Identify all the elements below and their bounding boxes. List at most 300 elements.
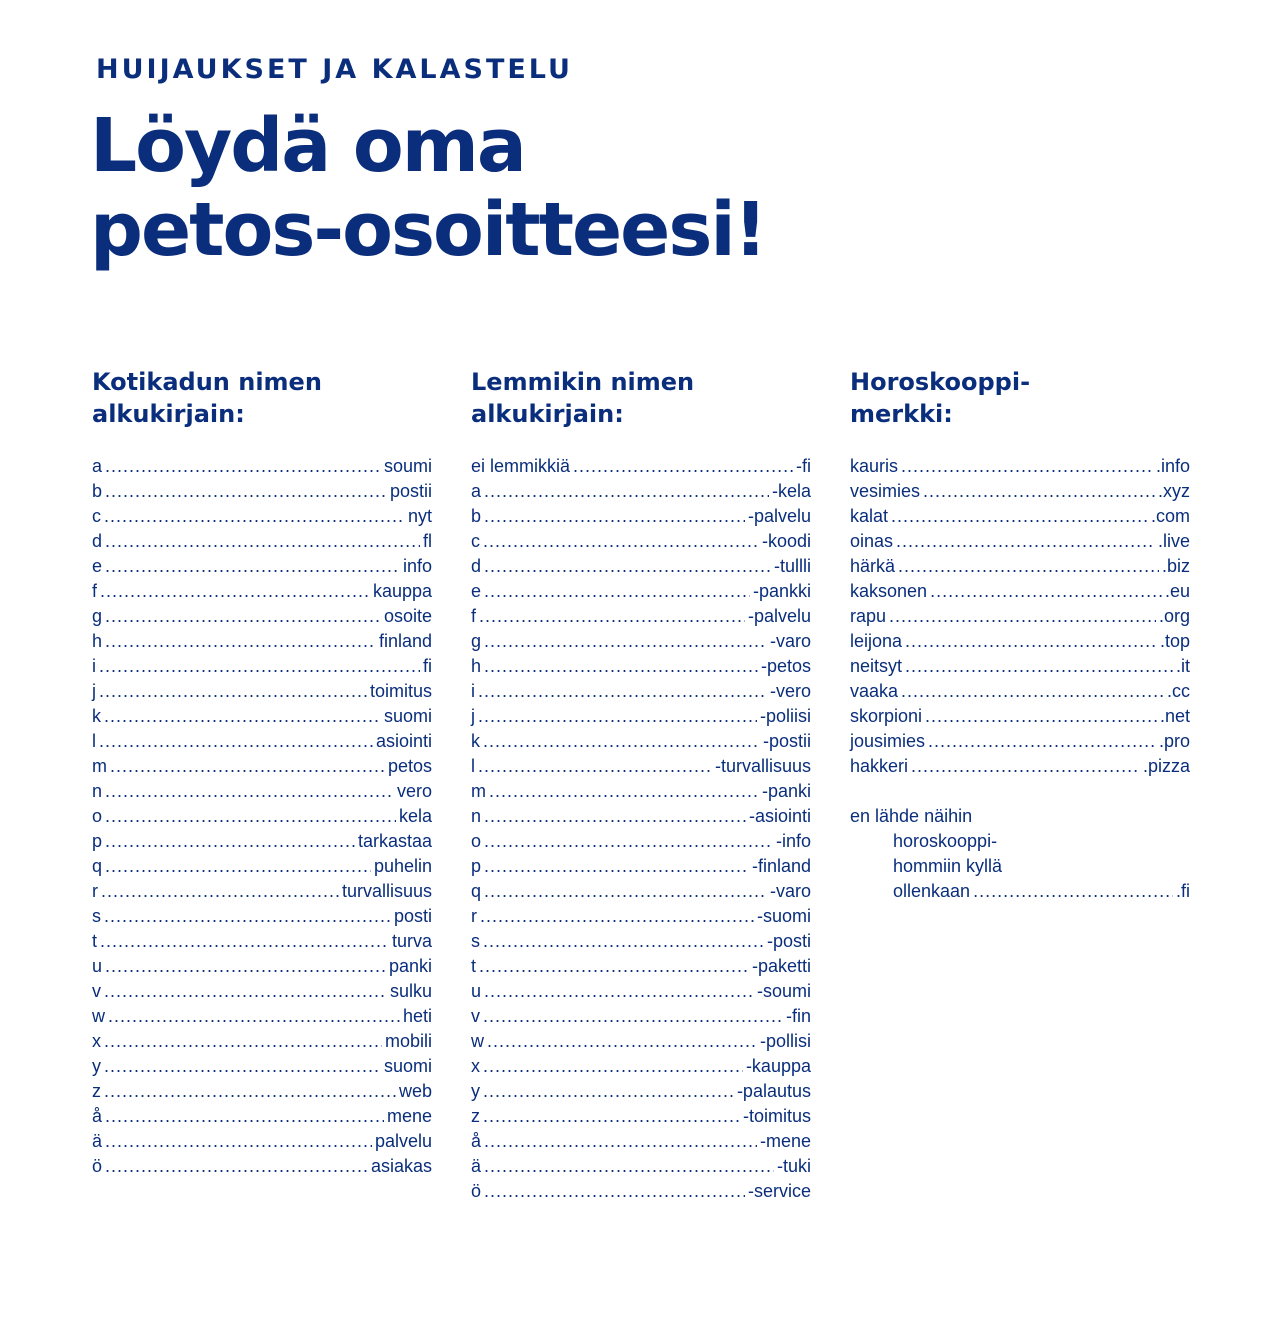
entry-key: g	[471, 631, 482, 651]
dot-leader	[104, 1079, 396, 1104]
entry-value: -turvallisuus	[714, 756, 811, 776]
entry-value: -pankki	[752, 581, 811, 601]
entry-key: j	[92, 681, 96, 701]
list-item	[92, 929, 432, 954]
entry-value: -koodi	[761, 531, 811, 551]
zodiac-column	[850, 366, 1190, 904]
entry-value: .eu	[1164, 581, 1190, 601]
entry-key: oinas	[850, 531, 894, 551]
entry-key: p	[92, 831, 103, 851]
dot-leader	[99, 729, 373, 754]
dot-leader	[478, 704, 757, 729]
list-item	[92, 904, 432, 929]
dot-leader	[484, 554, 771, 579]
page-title-line-2: petos-osoitteesi!	[90, 187, 766, 273]
dot-leader	[100, 579, 370, 604]
dot-leader	[105, 1129, 372, 1154]
list-item	[471, 654, 811, 679]
dot-leader	[489, 779, 759, 804]
dot-leader	[105, 529, 420, 554]
entry-key: j	[471, 706, 475, 726]
entry-value: posti	[393, 906, 432, 926]
dot-leader	[483, 1079, 734, 1104]
entry-value: -vero	[769, 681, 811, 701]
entry-key: y	[92, 1056, 101, 1076]
list-item	[471, 1129, 811, 1154]
entry-value: .net	[1159, 706, 1190, 726]
dot-leader	[105, 629, 376, 654]
dot-leader	[100, 929, 389, 954]
entry-value: .com	[1150, 506, 1190, 526]
entry-key: h	[92, 631, 103, 651]
list-item	[92, 554, 432, 579]
dot-leader	[105, 604, 381, 629]
entry-key: ei lemmikkiä	[471, 456, 571, 476]
dot-leader	[891, 504, 1148, 529]
entry-key: b	[471, 506, 482, 526]
entry-value: -tuki	[776, 1156, 811, 1176]
entry-value: fi	[423, 656, 432, 676]
entry-key: k	[471, 731, 480, 751]
entry-key: vesimies	[850, 481, 921, 501]
entry-key: i	[471, 681, 475, 701]
dot-leader	[483, 929, 764, 954]
dot-leader	[478, 754, 712, 779]
list-item	[92, 1029, 432, 1054]
entry-value: -petos	[760, 656, 811, 676]
list-item	[92, 504, 432, 529]
list-item	[92, 704, 432, 729]
entry-key: skorpioni	[850, 706, 923, 726]
entry-value: osoite	[383, 606, 432, 626]
entry-key: e	[92, 556, 103, 576]
entry-value: .pro	[1158, 731, 1190, 751]
list-item	[92, 454, 432, 479]
dot-leader	[104, 704, 381, 729]
entry-key: å	[92, 1106, 103, 1126]
entry-value: -varo	[769, 631, 811, 651]
entry-key: ä	[471, 1156, 482, 1176]
entry-key: m	[92, 756, 107, 776]
entry-value: -kauppa	[745, 1056, 811, 1076]
dot-leader	[905, 629, 1157, 654]
entry-value: turvallisuus	[341, 881, 432, 901]
entry-value: .info	[1155, 456, 1190, 476]
entry-value: -toimitus	[742, 1106, 811, 1126]
entry-value: -service	[747, 1181, 811, 1201]
dot-leader	[99, 679, 367, 704]
note-line-3: hommiin kyllä	[893, 856, 1003, 876]
entry-key: d	[92, 531, 103, 551]
dot-leader	[930, 579, 1162, 604]
dot-leader	[928, 729, 1156, 754]
list-item	[471, 929, 811, 954]
list-item	[92, 1054, 432, 1079]
entry-key: r	[471, 906, 477, 926]
entry-key: g	[92, 606, 103, 626]
dot-leader	[99, 654, 420, 679]
list-item	[850, 704, 1190, 729]
entry-value: mene	[386, 1106, 432, 1126]
entry-key: s	[471, 931, 480, 951]
entry-value: -posti	[766, 931, 811, 951]
list-item	[92, 629, 432, 654]
list-item	[92, 1154, 432, 1179]
entry-value: -poliisi	[759, 706, 811, 726]
list-item	[92, 879, 432, 904]
list-item	[92, 1104, 432, 1129]
entry-value: turva	[391, 931, 432, 951]
list-item	[92, 679, 432, 704]
dot-leader	[896, 529, 1155, 554]
entry-key: i	[92, 656, 96, 676]
pet-initial-heading-line-1: Lemmikin nimen	[471, 368, 695, 396]
list-item	[471, 904, 811, 929]
list-item	[471, 629, 811, 654]
entry-key: l	[92, 731, 96, 751]
dot-leader	[105, 829, 355, 854]
entry-key: ö	[471, 1181, 482, 1201]
list-item	[850, 679, 1190, 704]
entry-key: z	[92, 1081, 101, 1101]
list-item	[92, 654, 432, 679]
entry-key: q	[92, 856, 103, 876]
entry-key: z	[471, 1106, 480, 1126]
list-item	[92, 979, 432, 1004]
entry-key: v	[92, 981, 101, 1001]
dot-leader	[484, 479, 769, 504]
dot-leader	[925, 704, 1157, 729]
street-initial-heading-line-2: alkukirjain:	[92, 400, 245, 428]
list-item	[850, 479, 1190, 504]
entry-key: h	[471, 656, 482, 676]
entry-value: kela	[398, 806, 432, 826]
dot-leader	[487, 1029, 757, 1054]
list-item	[471, 854, 811, 879]
entry-value: .xyz	[1157, 481, 1190, 501]
list-item	[471, 1029, 811, 1054]
dot-leader	[104, 904, 391, 929]
dot-leader	[480, 904, 754, 929]
entry-value: .biz	[1161, 556, 1190, 576]
dot-leader	[104, 504, 405, 529]
list-item	[92, 604, 432, 629]
entry-key: jousimies	[850, 731, 926, 751]
entry-key: d	[471, 556, 482, 576]
entry-key: x	[92, 1031, 101, 1051]
dot-leader	[478, 679, 767, 704]
dot-leader	[479, 954, 749, 979]
dot-leader	[105, 479, 387, 504]
list-item	[92, 529, 432, 554]
dot-leader	[105, 554, 400, 579]
list-item	[92, 479, 432, 504]
entry-value: .top	[1159, 631, 1190, 651]
dot-leader	[484, 854, 749, 879]
list-item	[92, 804, 432, 829]
entry-value: -postii	[762, 731, 811, 751]
list-item	[471, 804, 811, 829]
zodiac-heading	[850, 366, 1190, 430]
entry-key: m	[471, 781, 486, 801]
entry-value: tarkastaa	[357, 831, 432, 851]
page-title-line-1: Löydä oma	[90, 103, 525, 189]
entry-key: å	[471, 1131, 482, 1151]
note-entry-row	[850, 879, 1190, 904]
dot-leader	[898, 554, 1159, 579]
entry-key: vaaka	[850, 681, 899, 701]
entry-key: a	[92, 456, 103, 476]
list-item	[471, 1054, 811, 1079]
entry-key: leijona	[850, 631, 903, 651]
dot-leader	[901, 679, 1164, 704]
entry-value: -mene	[759, 1131, 811, 1151]
entry-value: -paketti	[751, 956, 811, 976]
dot-leader	[104, 1029, 382, 1054]
pet-initial-heading	[471, 366, 811, 430]
entry-key: c	[471, 531, 480, 551]
dot-leader	[483, 729, 760, 754]
entry-key: n	[92, 781, 103, 801]
entry-key: v	[471, 1006, 480, 1026]
entry-value: -fin	[785, 1006, 811, 1026]
entry-key: a	[471, 481, 482, 501]
list-item	[471, 1104, 811, 1129]
entry-value: web	[398, 1081, 432, 1101]
list-item	[471, 579, 811, 604]
entry-key: hakkeri	[850, 756, 909, 776]
entry-value: suomi	[383, 1056, 432, 1076]
entry-value: -finland	[751, 856, 811, 876]
entry-key: t	[471, 956, 477, 976]
entry-key: f	[92, 581, 98, 601]
dot-leader	[484, 804, 746, 829]
list-item	[471, 454, 811, 479]
entry-value: -fi	[796, 456, 811, 476]
entry-value: sulku	[389, 981, 432, 1001]
dot-leader	[104, 979, 387, 1004]
dot-leader	[923, 479, 1155, 504]
list-item	[471, 754, 811, 779]
dot-leader	[889, 604, 1156, 629]
entry-key: u	[471, 981, 482, 1001]
entry-value: palvelu	[374, 1131, 432, 1151]
list-item	[92, 1004, 432, 1029]
kicker-heading: HUIJAUKSET JA KALASTELU	[96, 54, 573, 85]
entry-value: .live	[1157, 531, 1190, 551]
list-item	[471, 529, 811, 554]
entry-value: -kela	[771, 481, 811, 501]
entry-value: soumi	[383, 456, 432, 476]
entry-key: r	[92, 881, 98, 901]
list-item	[850, 729, 1190, 754]
dot-leader	[483, 1054, 743, 1079]
dot-leader	[484, 1179, 745, 1204]
entry-key: s	[92, 906, 101, 926]
dot-leader	[101, 879, 339, 904]
entry-value: asiointi	[375, 731, 432, 751]
entry-key: y	[471, 1081, 480, 1101]
list-item	[850, 579, 1190, 604]
entry-key: ö	[92, 1156, 103, 1176]
entry-key: kaksonen	[850, 581, 928, 601]
entry-key: b	[92, 481, 103, 501]
note-entry-value: .fi	[1175, 881, 1190, 901]
entry-value: vero	[396, 781, 432, 801]
list-item	[471, 879, 811, 904]
entry-value: kauppa	[372, 581, 432, 601]
entry-value: heti	[402, 1006, 432, 1026]
pet-initial-column	[471, 366, 811, 1204]
entry-value: -panki	[761, 781, 811, 801]
entry-value: postii	[389, 481, 432, 501]
entry-key: l	[471, 756, 475, 776]
entry-value: -pollisi	[759, 1031, 811, 1051]
pet-initial-heading-line-2: alkukirjain:	[471, 400, 624, 428]
list-item	[92, 954, 432, 979]
list-item	[471, 1079, 811, 1104]
note-entry-key: ollenkaan	[893, 881, 971, 901]
entry-value: nyt	[407, 506, 432, 526]
entry-value: suomi	[383, 706, 432, 726]
zodiac-heading-line-2: merkki:	[850, 400, 953, 428]
list-item	[850, 529, 1190, 554]
entry-value: -tullli	[773, 556, 811, 576]
list-item	[92, 1129, 432, 1154]
entry-value: .org	[1158, 606, 1190, 626]
note-line-1: en lähde näihin	[850, 806, 973, 826]
list-item	[850, 604, 1190, 629]
list-item	[92, 854, 432, 879]
entry-key: neitsyt	[850, 656, 903, 676]
entry-key: w	[92, 1006, 105, 1026]
entry-key: c	[92, 506, 101, 526]
zodiac-heading-line-1: Horoskooppi-	[850, 368, 1031, 396]
entry-value: -palautus	[736, 1081, 811, 1101]
entry-key: p	[471, 856, 482, 876]
list-item	[471, 1154, 811, 1179]
list-item	[850, 629, 1190, 654]
entry-key: kauris	[850, 456, 899, 476]
list-item	[471, 1004, 811, 1029]
entry-key: u	[92, 956, 103, 976]
dot-leader	[484, 654, 758, 679]
dot-leader	[105, 1104, 384, 1129]
dot-leader	[484, 979, 754, 1004]
list-item	[850, 504, 1190, 529]
list-item	[471, 954, 811, 979]
dot-leader	[484, 879, 767, 904]
dot-leader	[105, 854, 371, 879]
list-item	[471, 1179, 811, 1204]
entry-value: panki	[388, 956, 432, 976]
dot-leader	[484, 629, 767, 654]
entry-key: t	[92, 931, 98, 951]
dot-leader	[484, 1129, 757, 1154]
page-title	[90, 104, 766, 272]
dot-leader	[105, 779, 394, 804]
entry-value: finland	[378, 631, 432, 651]
entry-value: -palvelu	[747, 606, 811, 626]
list-item	[471, 479, 811, 504]
list-item	[92, 829, 432, 854]
list-item	[471, 829, 811, 854]
entry-key: o	[471, 831, 482, 851]
dot-leader	[484, 504, 745, 529]
street-initial-column	[92, 366, 432, 1179]
entry-value: puhelin	[373, 856, 432, 876]
list-item	[850, 754, 1190, 779]
entry-value: mobili	[384, 1031, 432, 1051]
list-item	[92, 779, 432, 804]
list-item	[471, 729, 811, 754]
entry-key: f	[471, 606, 477, 626]
entry-value: fl	[423, 531, 432, 551]
dot-leader	[105, 804, 396, 829]
street-initial-heading	[92, 366, 432, 430]
dot-leader	[105, 1154, 368, 1179]
list-item	[850, 454, 1190, 479]
pet-initial-list	[471, 454, 811, 1204]
entry-value: info	[402, 556, 432, 576]
entry-value: -soumi	[756, 981, 811, 1001]
entry-value: .pizza	[1142, 756, 1190, 776]
entry-key: ä	[92, 1131, 103, 1151]
list-item	[471, 779, 811, 804]
list-item	[471, 679, 811, 704]
entry-key: o	[92, 806, 103, 826]
dot-leader	[483, 1004, 783, 1029]
entry-key: rapu	[850, 606, 887, 626]
entry-key: härkä	[850, 556, 896, 576]
entry-key: kalat	[850, 506, 889, 526]
entry-key: w	[471, 1031, 484, 1051]
list-item	[850, 554, 1190, 579]
entry-value: asiakas	[370, 1156, 432, 1176]
dot-leader	[110, 754, 385, 779]
dot-leader	[573, 454, 793, 479]
note-line-2: horoskooppi-	[893, 831, 998, 851]
entry-value: -varo	[769, 881, 811, 901]
list-item	[850, 654, 1190, 679]
dot-leader	[104, 1054, 381, 1079]
list-item	[92, 579, 432, 604]
dot-leader	[973, 879, 1173, 904]
entry-key: x	[471, 1056, 480, 1076]
entry-key: k	[92, 706, 101, 726]
dot-leader	[483, 529, 759, 554]
dot-leader	[484, 1154, 774, 1179]
list-item	[471, 554, 811, 579]
dot-leader	[484, 829, 773, 854]
entry-value: -asiointi	[748, 806, 811, 826]
entry-value: .cc	[1166, 681, 1190, 701]
dot-leader	[905, 654, 1173, 679]
dot-leader	[479, 604, 745, 629]
list-item	[92, 754, 432, 779]
entry-value: -info	[775, 831, 811, 851]
dot-leader	[105, 454, 381, 479]
entry-value: .it	[1175, 656, 1190, 676]
entry-value: -palvelu	[747, 506, 811, 526]
dot-leader	[911, 754, 1140, 779]
zodiac-list	[850, 454, 1190, 779]
list-item	[471, 504, 811, 529]
street-initial-list	[92, 454, 432, 1179]
entry-value: toimitus	[369, 681, 432, 701]
list-item	[92, 1079, 432, 1104]
list-item	[471, 604, 811, 629]
